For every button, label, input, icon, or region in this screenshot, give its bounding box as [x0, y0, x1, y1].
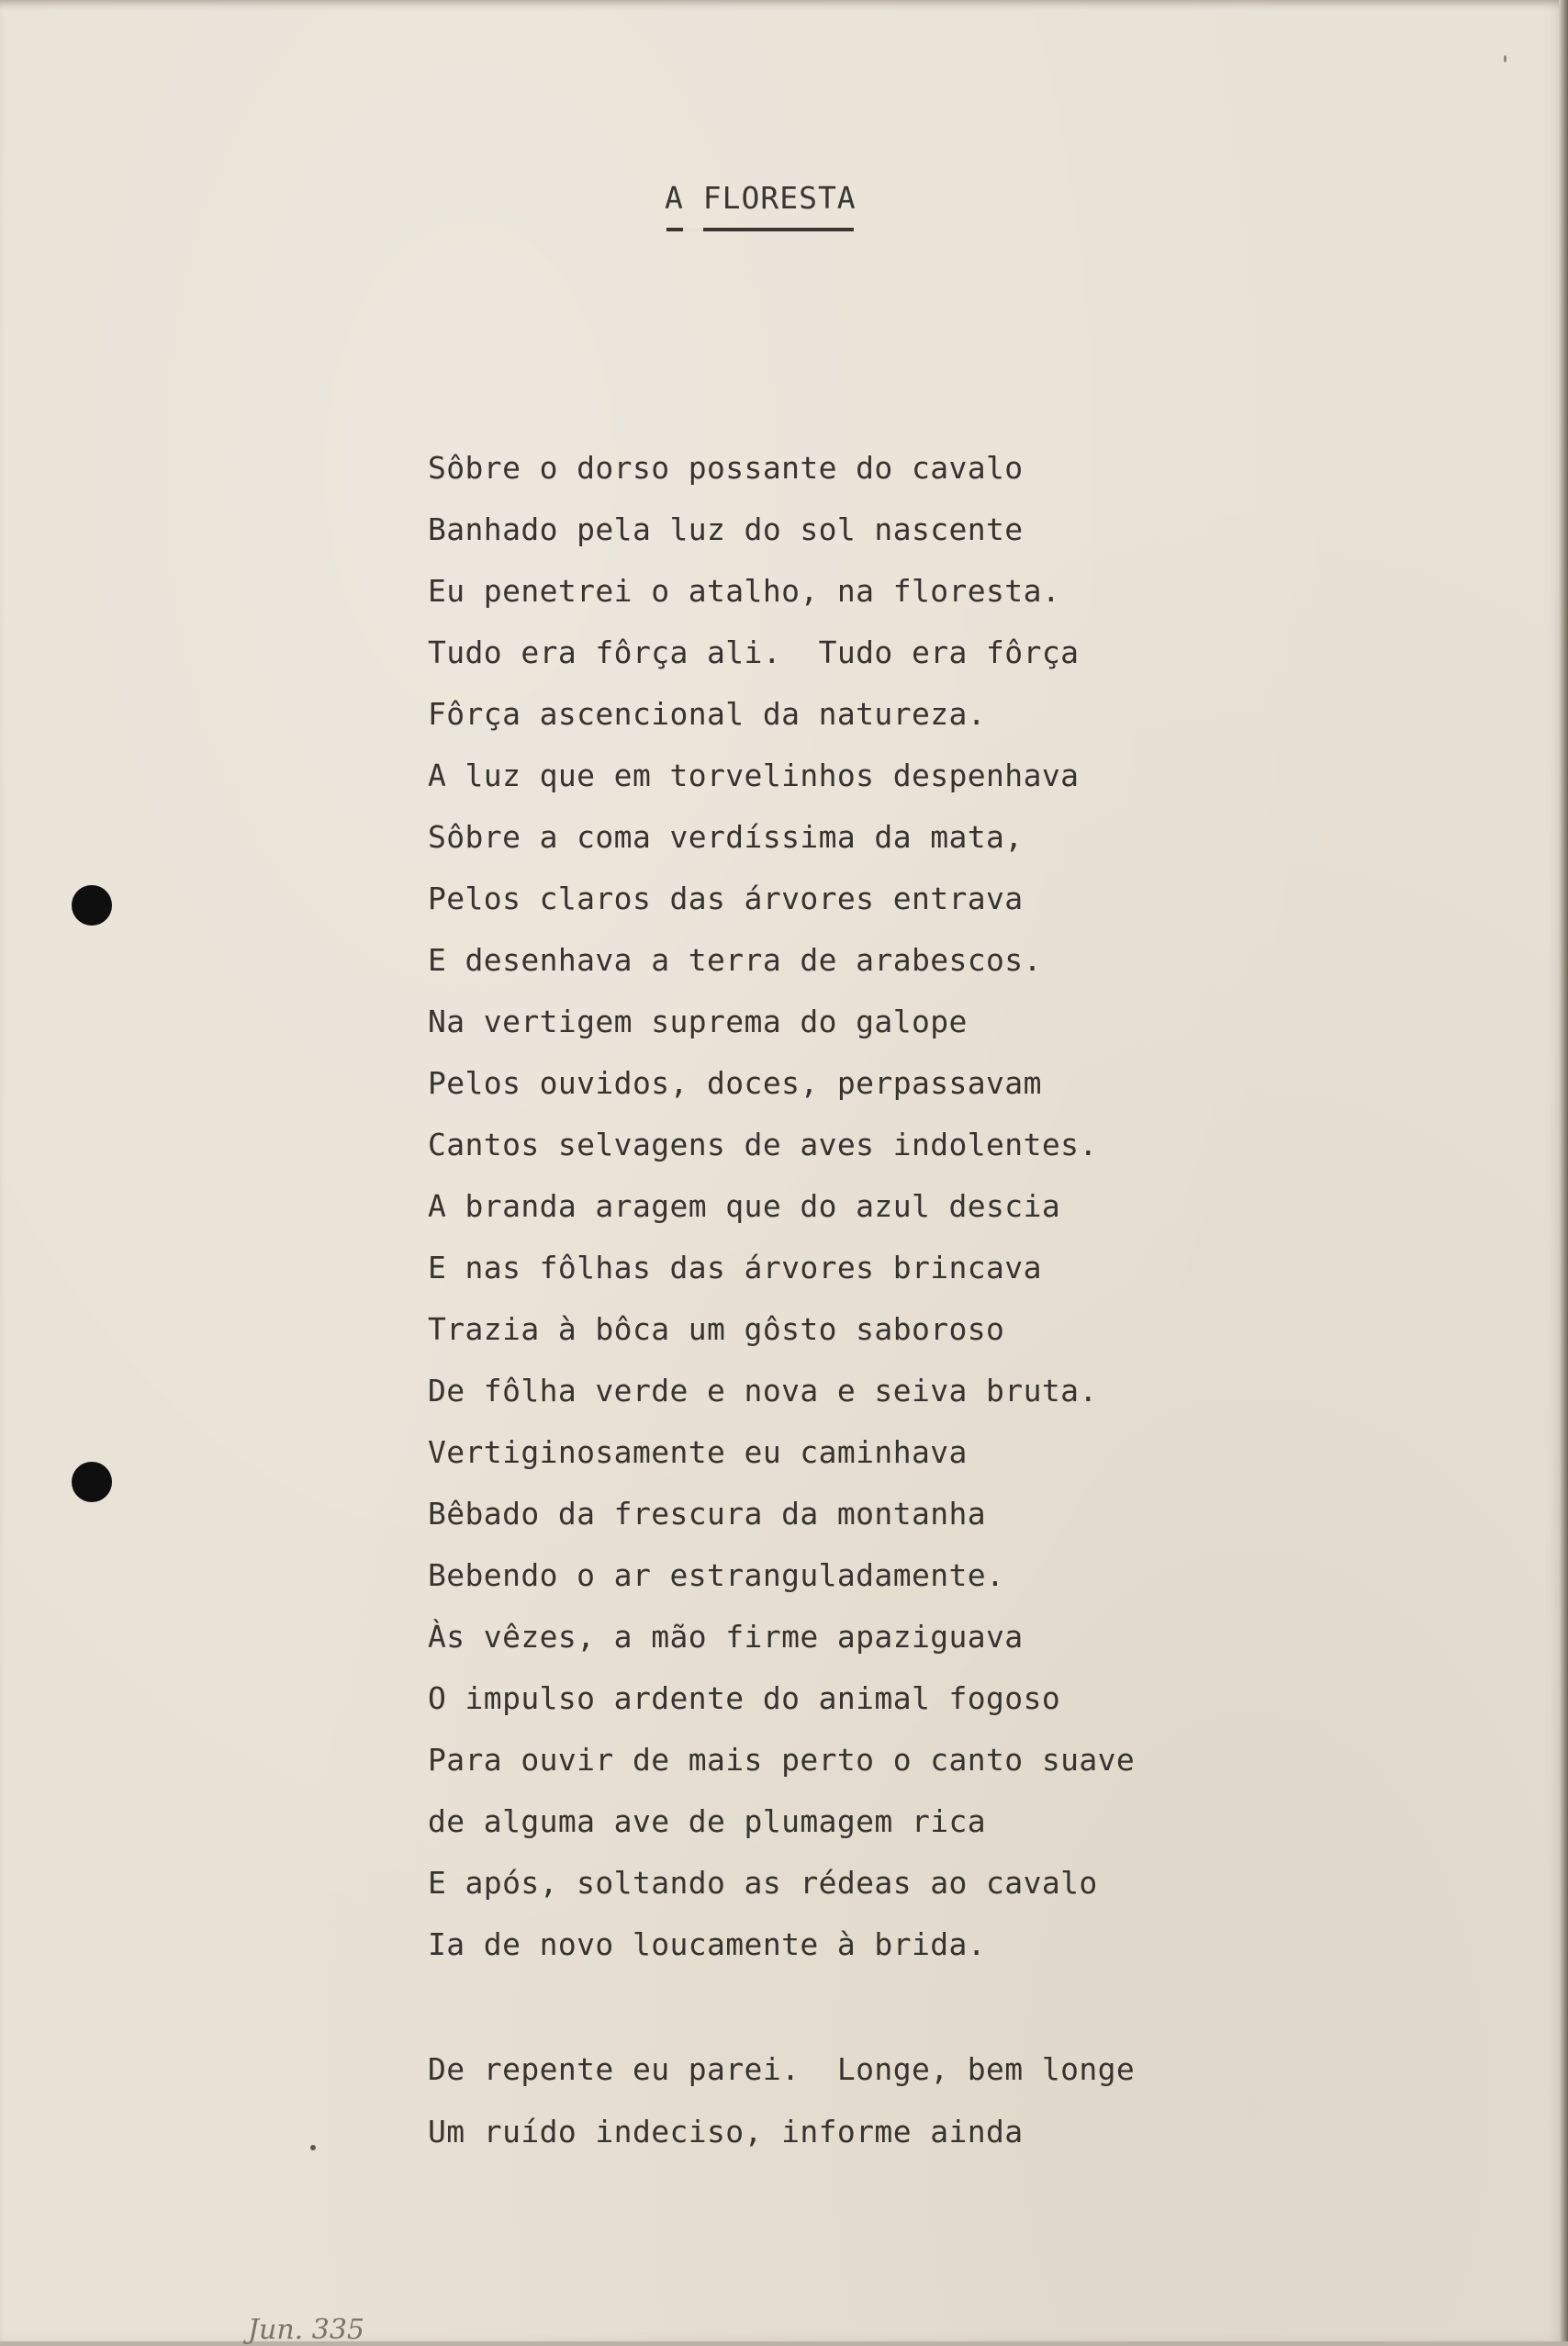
poem-line: de alguma ave de plumagem rica: [428, 1803, 987, 1839]
poem-line: Trazia à bôca um gôsto saboroso: [428, 1311, 1005, 1347]
poem-line: Pelos ouvidos, doces, perpassavam: [428, 1065, 1042, 1101]
poem-line: Bebendo o ar estranguladamente.: [428, 1557, 1005, 1593]
poem-title: A FLORESTA: [665, 180, 857, 216]
ink-speck: [310, 2145, 316, 2150]
poem-line: De repente eu parei. Longe, bem longe: [428, 2051, 1136, 2087]
poem-line: Eu penetrei o atalho, na floresta.: [428, 573, 1061, 609]
poem-line: Às vêzes, a mão firme apaziguava: [428, 1619, 1024, 1655]
poem-line: O impulso ardente do animal fogoso: [428, 1680, 1061, 1716]
poem-line: E nas fôlhas das árvores brincava: [428, 1250, 1042, 1285]
poem-line: Ia de novo loucamente à brida.: [428, 1926, 987, 1962]
punch-hole-upper: [72, 885, 112, 926]
handwritten-note: Jun. 335: [248, 2314, 365, 2346]
title-underline-gap: [683, 228, 703, 231]
poem-line: Para ouvir de mais perto o canto suave: [428, 1742, 1136, 1778]
punch-hole-lower: [72, 1462, 112, 1502]
poem-line: Na vertigem suprema do galope: [428, 1004, 968, 1039]
poem-line: Pelos claros das árvores entrava: [428, 881, 1024, 916]
poem-line: Cantos selvagens de aves indolentes.: [428, 1127, 1098, 1162]
poem-line: E desenhava a terra de arabescos.: [428, 942, 1042, 978]
poem-line: Banhado pela luz do sol nascente: [428, 511, 1024, 547]
paper-mark: [1504, 55, 1506, 62]
poem-line: A branda aragem que do azul descia: [428, 1188, 1061, 1224]
poem-line: A luz que em torvelinhos despenhava: [428, 758, 1080, 793]
poem-line: Sôbre a coma verdíssima da mata,: [428, 819, 1024, 855]
poem-line: Tudo era fôrça ali. Tudo era fôrça: [428, 634, 1080, 670]
poem-line: Bêbado da frescura da montanha: [428, 1496, 987, 1532]
poem-line: Vertiginosamente eu caminhava: [428, 1434, 968, 1470]
poem-line: Sôbre o dorso possante do cavalo: [428, 450, 1024, 486]
poem-line: Um ruído indeciso, informe ainda: [428, 2114, 1024, 2150]
poem-line: E após, soltando as rédeas ao cavalo: [428, 1865, 1098, 1901]
paper-edge-shadow: [1559, 0, 1568, 2341]
poem-line: Fôrça ascencional da natureza.: [428, 696, 987, 732]
poem-line: De fôlha verde e nova e seiva bruta.: [428, 1373, 1098, 1409]
